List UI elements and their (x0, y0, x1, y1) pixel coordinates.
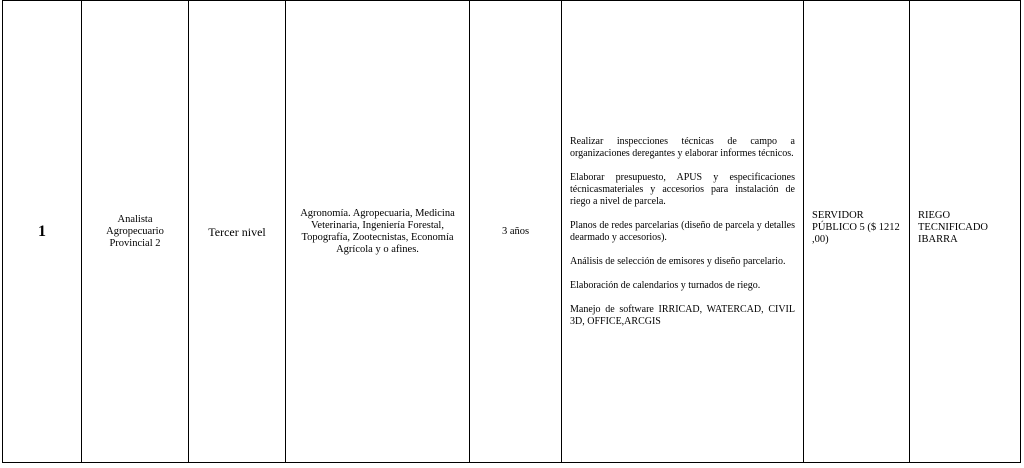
cell-position (82, 1, 189, 462)
positions-table (2, 0, 1021, 463)
row-number: 1 (38, 222, 46, 240)
cell-row-number (3, 1, 82, 462)
education-level: Tercer nivel (208, 224, 266, 239)
position-title: Analista Agropecuario Provincial 2 (106, 213, 164, 249)
function-item: Elaboración de calendarios y turnados de riego. (570, 279, 761, 291)
salary-grade: SERVIDOR PÚBLICO 5 ($ 1212 ,00) (812, 209, 900, 245)
cell-experience (470, 1, 562, 462)
function-item: Elaborar presupuesto, APUS y especificaciones técnicasmateriales y accesorios para instalación de riego a nivel de parcela. (570, 171, 795, 207)
cell-education (189, 1, 286, 462)
work-unit: RIEGO TECNIFICADO IBARRA (918, 209, 988, 245)
function-item: Análisis de selección de emisores y diseño parcelario. (570, 255, 786, 267)
function-item: Realizar inspecciones técnicas de campo a organizaciones deregantes y elaborar informes técnicos. (570, 135, 795, 159)
cell-unit (910, 1, 1020, 462)
cell-fields (286, 1, 470, 462)
function-item: Planos de redes parcelarias (diseño de parcela y detalles dearmado y accesorios). (570, 219, 795, 243)
cell-functions (562, 1, 804, 462)
study-fields: Agronomía. Agropecuaria, Medicina Veterinaria, Ingeniería Forestal, Topografía, Zootecnistas, Economía Agrícola y o afines. (300, 207, 455, 255)
functions-list (562, 136, 803, 328)
function-item: Manejo de software IRRICAD, WATERCAD, CIVIL 3D, OFFICE,ARCGIS (570, 303, 795, 327)
cell-grade (804, 1, 910, 462)
experience-years: 3 años (501, 225, 530, 237)
